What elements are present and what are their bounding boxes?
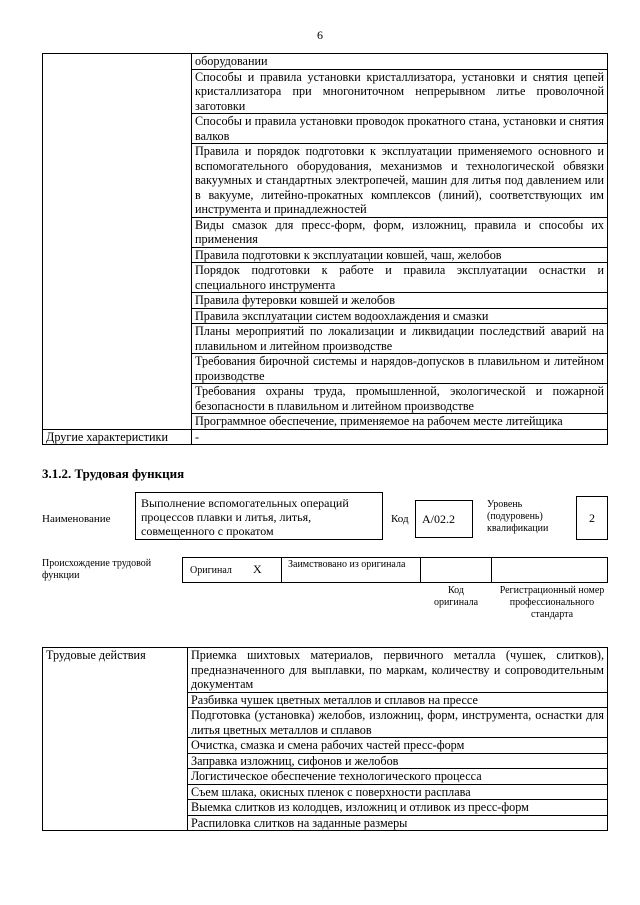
code-box xyxy=(415,500,473,538)
table-row xyxy=(43,354,608,384)
table-row xyxy=(43,247,608,263)
original-mark: X xyxy=(253,562,262,576)
level-value: 2 xyxy=(589,511,595,525)
actions-label: Трудовые действия xyxy=(43,648,188,831)
origin-divider-1 xyxy=(281,557,282,583)
knowledge-item: Правила эксплуатации систем водоохлаждения и смазки xyxy=(192,308,608,324)
action-item: Приемка шихтовых материалов, первичного металла (чушек, слитков), предназначенного для выплавки, по маркам, количеству и сопроводительным документам xyxy=(188,648,608,693)
row-label-cell xyxy=(43,308,192,324)
actions-table xyxy=(42,647,608,831)
knowledge-item: Требования бирочной системы и нарядов-допусков в плавильном и литейном производстве xyxy=(192,354,608,384)
table-row xyxy=(43,69,608,114)
origin-label: Происхождение трудовой функции xyxy=(42,558,152,581)
origin-divider-3 xyxy=(491,557,492,583)
other-value: - xyxy=(192,429,608,445)
table-row xyxy=(43,429,608,445)
knowledge-item: Правила подготовки к эксплуатации ковшей, чаш, желобов xyxy=(192,247,608,263)
row-label-cell xyxy=(43,414,192,430)
code-caption: Код оригинала xyxy=(433,585,479,608)
knowledge-item: Виды смазок для пресс-форм, форм, изложниц, правила и способы их применения xyxy=(192,217,608,247)
table-row xyxy=(43,648,608,693)
row-label-cell xyxy=(43,217,192,247)
level-box xyxy=(576,496,608,540)
row-label-cell xyxy=(43,247,192,263)
knowledge-table xyxy=(42,53,608,445)
row-label-cell xyxy=(43,263,192,293)
row-label-cell xyxy=(43,114,192,144)
code-label: Код xyxy=(391,513,409,525)
original-label: Оригинал xyxy=(190,565,232,576)
table-row xyxy=(43,384,608,414)
reg-caption: Регистрационный номер профессионального стандарта xyxy=(499,585,605,620)
knowledge-item: Программное обеспечение, применяемое на рабочем месте литейщика xyxy=(192,414,608,430)
row-label-cell xyxy=(43,354,192,384)
table-row xyxy=(43,114,608,144)
row-label-cell xyxy=(43,324,192,354)
table-row xyxy=(43,54,608,70)
table-row xyxy=(43,144,608,218)
row-label-cell xyxy=(43,293,192,309)
page-number: 6 xyxy=(317,28,323,42)
function-name: Выполнение вспомогательных операций процессов плавки и литья, литья, совмещенного с прокатом xyxy=(141,496,349,538)
action-item: Логистическое обеспечение технологического процесса xyxy=(188,769,608,785)
row-label-cell xyxy=(43,69,192,114)
table-row xyxy=(43,293,608,309)
knowledge-item: Правила и порядок подготовки к эксплуатации применяемого основного и вспомогательного оборудования, механизмов и технологической обвязки вакуумных и стандартных электропечей, машин для литья под давлением или в вакууме, литейно-прокатных комплексов (линий), соответствующих им инструмента и принадлежностей xyxy=(192,144,608,218)
knowledge-item: Способы и правила установки проводок прокатного стана, установки и снятия валков xyxy=(192,114,608,144)
borrowed-label: Заимствовано из оригинала xyxy=(288,559,406,570)
row-label-cell xyxy=(43,384,192,414)
knowledge-item: Порядок подготовки к работе и правила эксплуатации оснастки и специального инструмента xyxy=(192,263,608,293)
table-row xyxy=(43,308,608,324)
knowledge-item: оборудовании xyxy=(192,54,608,70)
row-label-cell xyxy=(43,144,192,218)
action-item: Выемка слитков из колодцев, изложниц и отливок из пресс-форм xyxy=(188,800,608,816)
other-label: Другие характеристики xyxy=(43,429,192,445)
table-row xyxy=(43,414,608,430)
action-item: Распиловка слитков на заданные размеры xyxy=(188,815,608,831)
action-item: Заправка изложниц, сифонов и желобов xyxy=(188,753,608,769)
section-title: 3.1.2. Трудовая функция xyxy=(42,466,185,481)
table-row xyxy=(43,217,608,247)
action-item: Разбивка чушек цветных металлов и сплавов на прессе xyxy=(188,692,608,708)
table-row xyxy=(43,324,608,354)
knowledge-item: Требования охраны труда, промышленной, экологической и пожарной безопасности в плавильном и литейном производстве xyxy=(192,384,608,414)
action-item: Подготовка (установка) желобов, изложниц, форм, инструмента, оснастки для литья цветных металлов и сплавов xyxy=(188,708,608,738)
name-box xyxy=(135,492,383,540)
knowledge-item: Способы и правила установки кристаллизатора, установки и снятия цепей кристаллизатора при многониточном непрерывном литье проволочной заготовки xyxy=(192,69,608,114)
knowledge-item: Планы мероприятий по локализации и ликвидации последствий аварий на плавильном и литейном производстве xyxy=(192,324,608,354)
code-value: А/02.2 xyxy=(422,512,455,526)
action-item: Очистка, смазка и смена рабочих частей пресс-форм xyxy=(188,738,608,754)
row-label-cell xyxy=(43,54,192,70)
table-row xyxy=(43,263,608,293)
origin-divider-2 xyxy=(420,557,421,583)
knowledge-item: Правила футеровки ковшей и желобов xyxy=(192,293,608,309)
name-label: Наименование xyxy=(42,513,111,525)
level-label: Уровень (подуровень) квалификации xyxy=(487,499,549,534)
action-item: Съем шлака, окисных пленок с поверхности расплава xyxy=(188,784,608,800)
